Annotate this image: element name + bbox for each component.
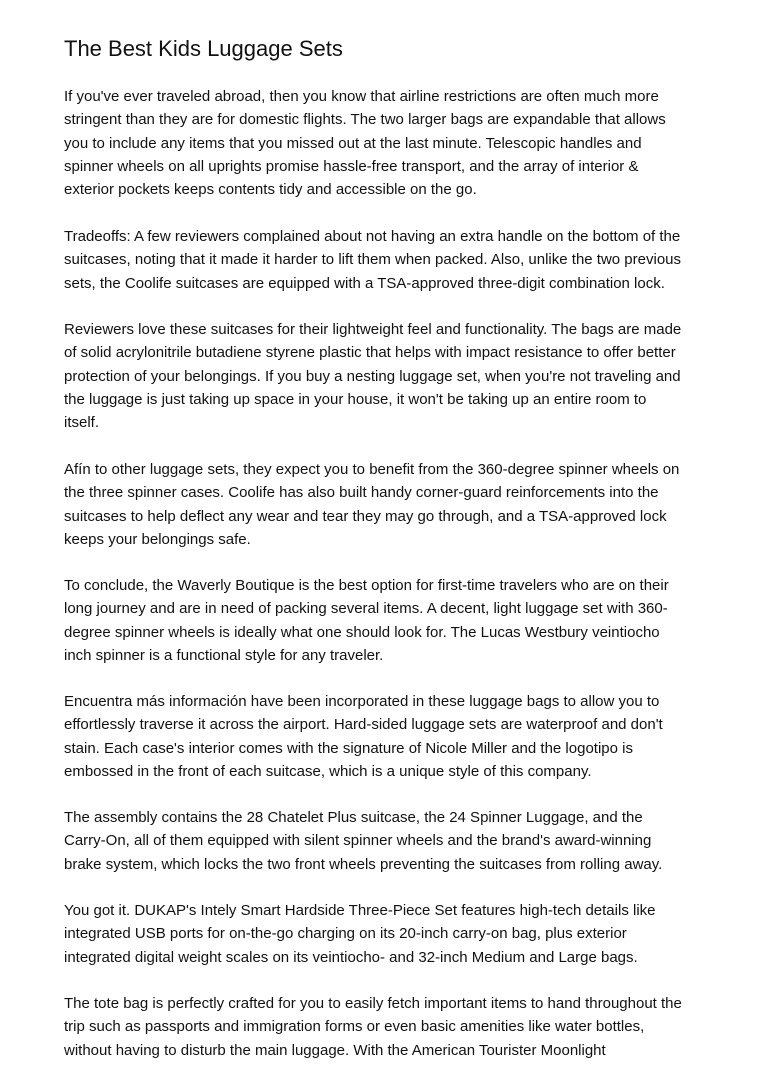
- text-line: Tradeoffs: A few reviewers complained about not having an extra handle on the bottom of the: [64, 228, 681, 245]
- text-line: The assembly contains the 28 Chatelet Plus suitcase, the 24 Spinner Luggage, and the: [64, 809, 643, 826]
- paragraph-6: [64, 690, 663, 783]
- paragraph-7: [64, 806, 662, 876]
- paragraph-3: [64, 318, 681, 434]
- text-line: effortlessly traverse it across the airport. Hard-sided luggage sets are waterproof and don't: [64, 716, 663, 734]
- text-line: of solid acrylonitrile butadiene styrene plastic that helps with impact resistance to offer better: [64, 344, 676, 362]
- paragraph-5: [64, 574, 669, 667]
- text-line: integrated USB ports for on-the-go charging on its 20-inch carry-on bag, plus exterior: [64, 925, 627, 943]
- text-line: To conclude, the Waverly Boutique is the best option for first-time travelers who are on their: [64, 577, 669, 594]
- text-line: long journey and are in need of packing several items. A decent, light luggage set with 360-: [64, 600, 668, 618]
- paragraph-8: [64, 899, 656, 969]
- text-line: keeps your belongings safe.: [64, 530, 251, 548]
- text-line: spinner wheels on all uprights promise hassle-free transport, and the array of interior &: [64, 157, 639, 175]
- text-line: itself.: [64, 414, 100, 432]
- text-line: suitcases to help deflect any wear and tear they may go through, and a TSA-approved lock: [64, 507, 667, 525]
- text-line: you to include any items that you missed out at the last minute. Telescopic handles and: [64, 134, 642, 152]
- text-line: the three spinner cases. Coolife has also built handy corner-guard reinforcements into the: [64, 484, 659, 502]
- text-line: If you've ever traveled abroad, then you know that airline restrictions are often much more: [64, 88, 659, 105]
- page-title: The Best Kids Luggage Sets: [64, 36, 343, 61]
- text-line: sets, the Coolife suitcases are equipped with a TSA-approved three-digit combination lock.: [64, 274, 665, 292]
- text-line: stain. Each case's interior comes with the signature of Nicole Miller and the logotipo is: [64, 739, 633, 757]
- text-line: protection of your belongings. If you buy a nesting luggage set, when you're not traveling and: [64, 367, 681, 385]
- text-line: without having to disturb the main luggage. With the American Tourister Moonlight: [64, 1041, 606, 1059]
- text-line: Carry-On, all of them equipped with silent spinner wheels and the brand's award-winning: [64, 832, 652, 850]
- text-line: Encuentra más información have been incorporated in these luggage bags to allow you to: [64, 693, 660, 710]
- text-line: Afín to other luggage sets, they expect you to benefit from the 360-degree spinner wheels on: [64, 461, 680, 478]
- text-line: stringent than they are for domestic flights. The two larger bags are expandable that allows: [64, 111, 666, 129]
- paragraph-1: [64, 85, 666, 201]
- text-line: the luggage is just taking up space in your house, it won't be taking up an entire room to: [64, 390, 647, 408]
- text-line: exterior pockets keeps contents tidy and accessible on the go.: [64, 181, 477, 199]
- text-line: You got it. DUKAP's Intely Smart Hardside Three-Piece Set features high-tech details like: [64, 902, 656, 919]
- text-line: Reviewers love these suitcases for their lightweight feel and functionality. The bags are made: [64, 321, 682, 338]
- text-line: trip such as passports and immigration forms or even basic amenities like water bottles,: [64, 1018, 645, 1036]
- text-line: The tote bag is perfectly crafted for you to easily fetch important items to hand throughout the: [64, 995, 682, 1012]
- text-line: embossed in the front of each suitcase, which is a unique style of this company.: [64, 762, 592, 780]
- paragraph-9: [64, 992, 682, 1062]
- text-line: brake system, which locks the two front wheels preventing the suitcases from rolling away.: [64, 855, 663, 873]
- text-line: suitcases, noting that it made it harder to lift them when packed. Also, unlike the two previous: [64, 251, 681, 269]
- paragraph-4: [64, 458, 679, 551]
- paragraph-2: [64, 225, 681, 295]
- text-line: degree spinner wheels is ideally what one should look for. The Lucas Westbury veintiocho: [64, 623, 660, 641]
- text-line: inch spinner is a functional style for any traveler.: [64, 646, 384, 664]
- text-line: integrated digital weight scales on its veintiocho- and 32-inch Medium and Large bags.: [64, 948, 638, 966]
